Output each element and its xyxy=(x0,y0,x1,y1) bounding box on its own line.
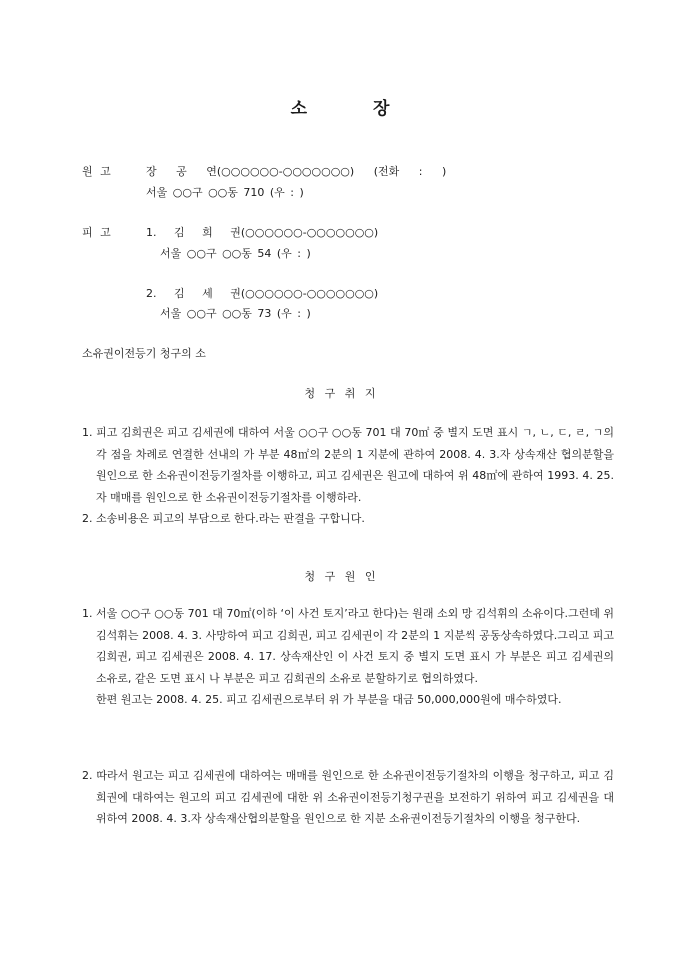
claim-purpose-item-2: 2. 소송비용은 피고의 부담으로 한다.라는 판결을 구합니다. xyxy=(82,512,365,526)
defendant2-name-line: 2. 김 세 권(○○○○○○-○○○○○○○) xyxy=(146,287,379,300)
defendant1-address: 서울 ○○구 ○○동 54 (우 : ) xyxy=(160,247,311,260)
claim-cause-item-1-continued: 한편 원고는 2008. 4. 25. 피고 김세권으로부터 위 가 부분을 대금 50,000,000원에 매수하였다. xyxy=(96,693,562,707)
defendant1-name-line: 1. 김 희 권(○○○○○○-○○○○○○○) xyxy=(146,226,379,239)
defendant-label: 피 고 xyxy=(82,226,111,239)
claim-cause-body-2 xyxy=(82,765,614,830)
claim-cause-item-1: 1. 서울 ○○구 ○○동 701 대 70㎡(이하 ‘이 사건 토지’라고 한다)는 원래 소외 망 김석휘의 소유이다.그런데 위 김석휘는 2008. 4. 3. 사망하여 피고 김희권, 피고 김세권이 각 2분의 1 지분씩 공동상속하였다.그리고 피고 김희권, 피고 김세권은 2008. 4. 17. 상속재산인 이 사건 토지 중 별지 도면 표시 가 부분은 피고 김세권의 소유로, 같은 도면 표시 나 부분은 피고 김희권의 소유로 분할하기로 협의하였다. xyxy=(82,607,614,685)
plaintiff-name-line: 장 공 연(○○○○○○-○○○○○○○) (전화 : ) xyxy=(146,165,447,178)
document-title: 소 장 xyxy=(290,99,390,119)
claim-purpose-heading: 청 구 취 지 xyxy=(304,387,376,400)
claim-cause-item-2: 2. 따라서 원고는 피고 김세권에 대하여는 매매를 원인으로 한 소유권이전등기절차의 이행을 청구하고, 피고 김희권에 대하여는 원고의 피고 김세권에 대한 위 소유권이전등기청구권을 보전하기 위하여 피고 김세권을 대위하여 2008. 4. 3.자 상속재산협의분할을 원인으로 한 지분 소유권이전등기절차의 이행을 청구한다. xyxy=(82,769,614,826)
case-name: 소유권이전등기 청구의 소 xyxy=(82,347,206,360)
claim-cause-body-1 xyxy=(82,603,614,711)
plaintiff-label: 원 고 xyxy=(82,165,111,178)
claim-cause-heading: 청 구 원 인 xyxy=(304,570,376,583)
claim-purpose-body xyxy=(82,422,614,530)
defendant2-address: 서울 ○○구 ○○동 73 (우 : ) xyxy=(160,307,311,320)
claim-purpose-item-1: 1. 피고 김희권은 피고 김세권에 대하여 서울 ○○구 ○○동 701 대 70㎡ 중 별지 도면 표시 ㄱ, ㄴ, ㄷ, ㄹ, ㄱ의 각 점을 차례로 연결한 선내의 가 부분 48㎡의 2분의 1 지분에 관하여 2008. 4. 3.자 상속재산 협의분할을 원인으로 한 소유권이전등기절차를 이행하고, 피고 김세권은 원고에 대하여 위 48㎡에 관하여 1993. 4. 25.자 매매를 원인으로 한 소유권이전등기절차를 이행하라. xyxy=(82,426,614,504)
plaintiff-address: 서울 ○○구 ○○동 710 (우 : ) xyxy=(146,186,304,199)
